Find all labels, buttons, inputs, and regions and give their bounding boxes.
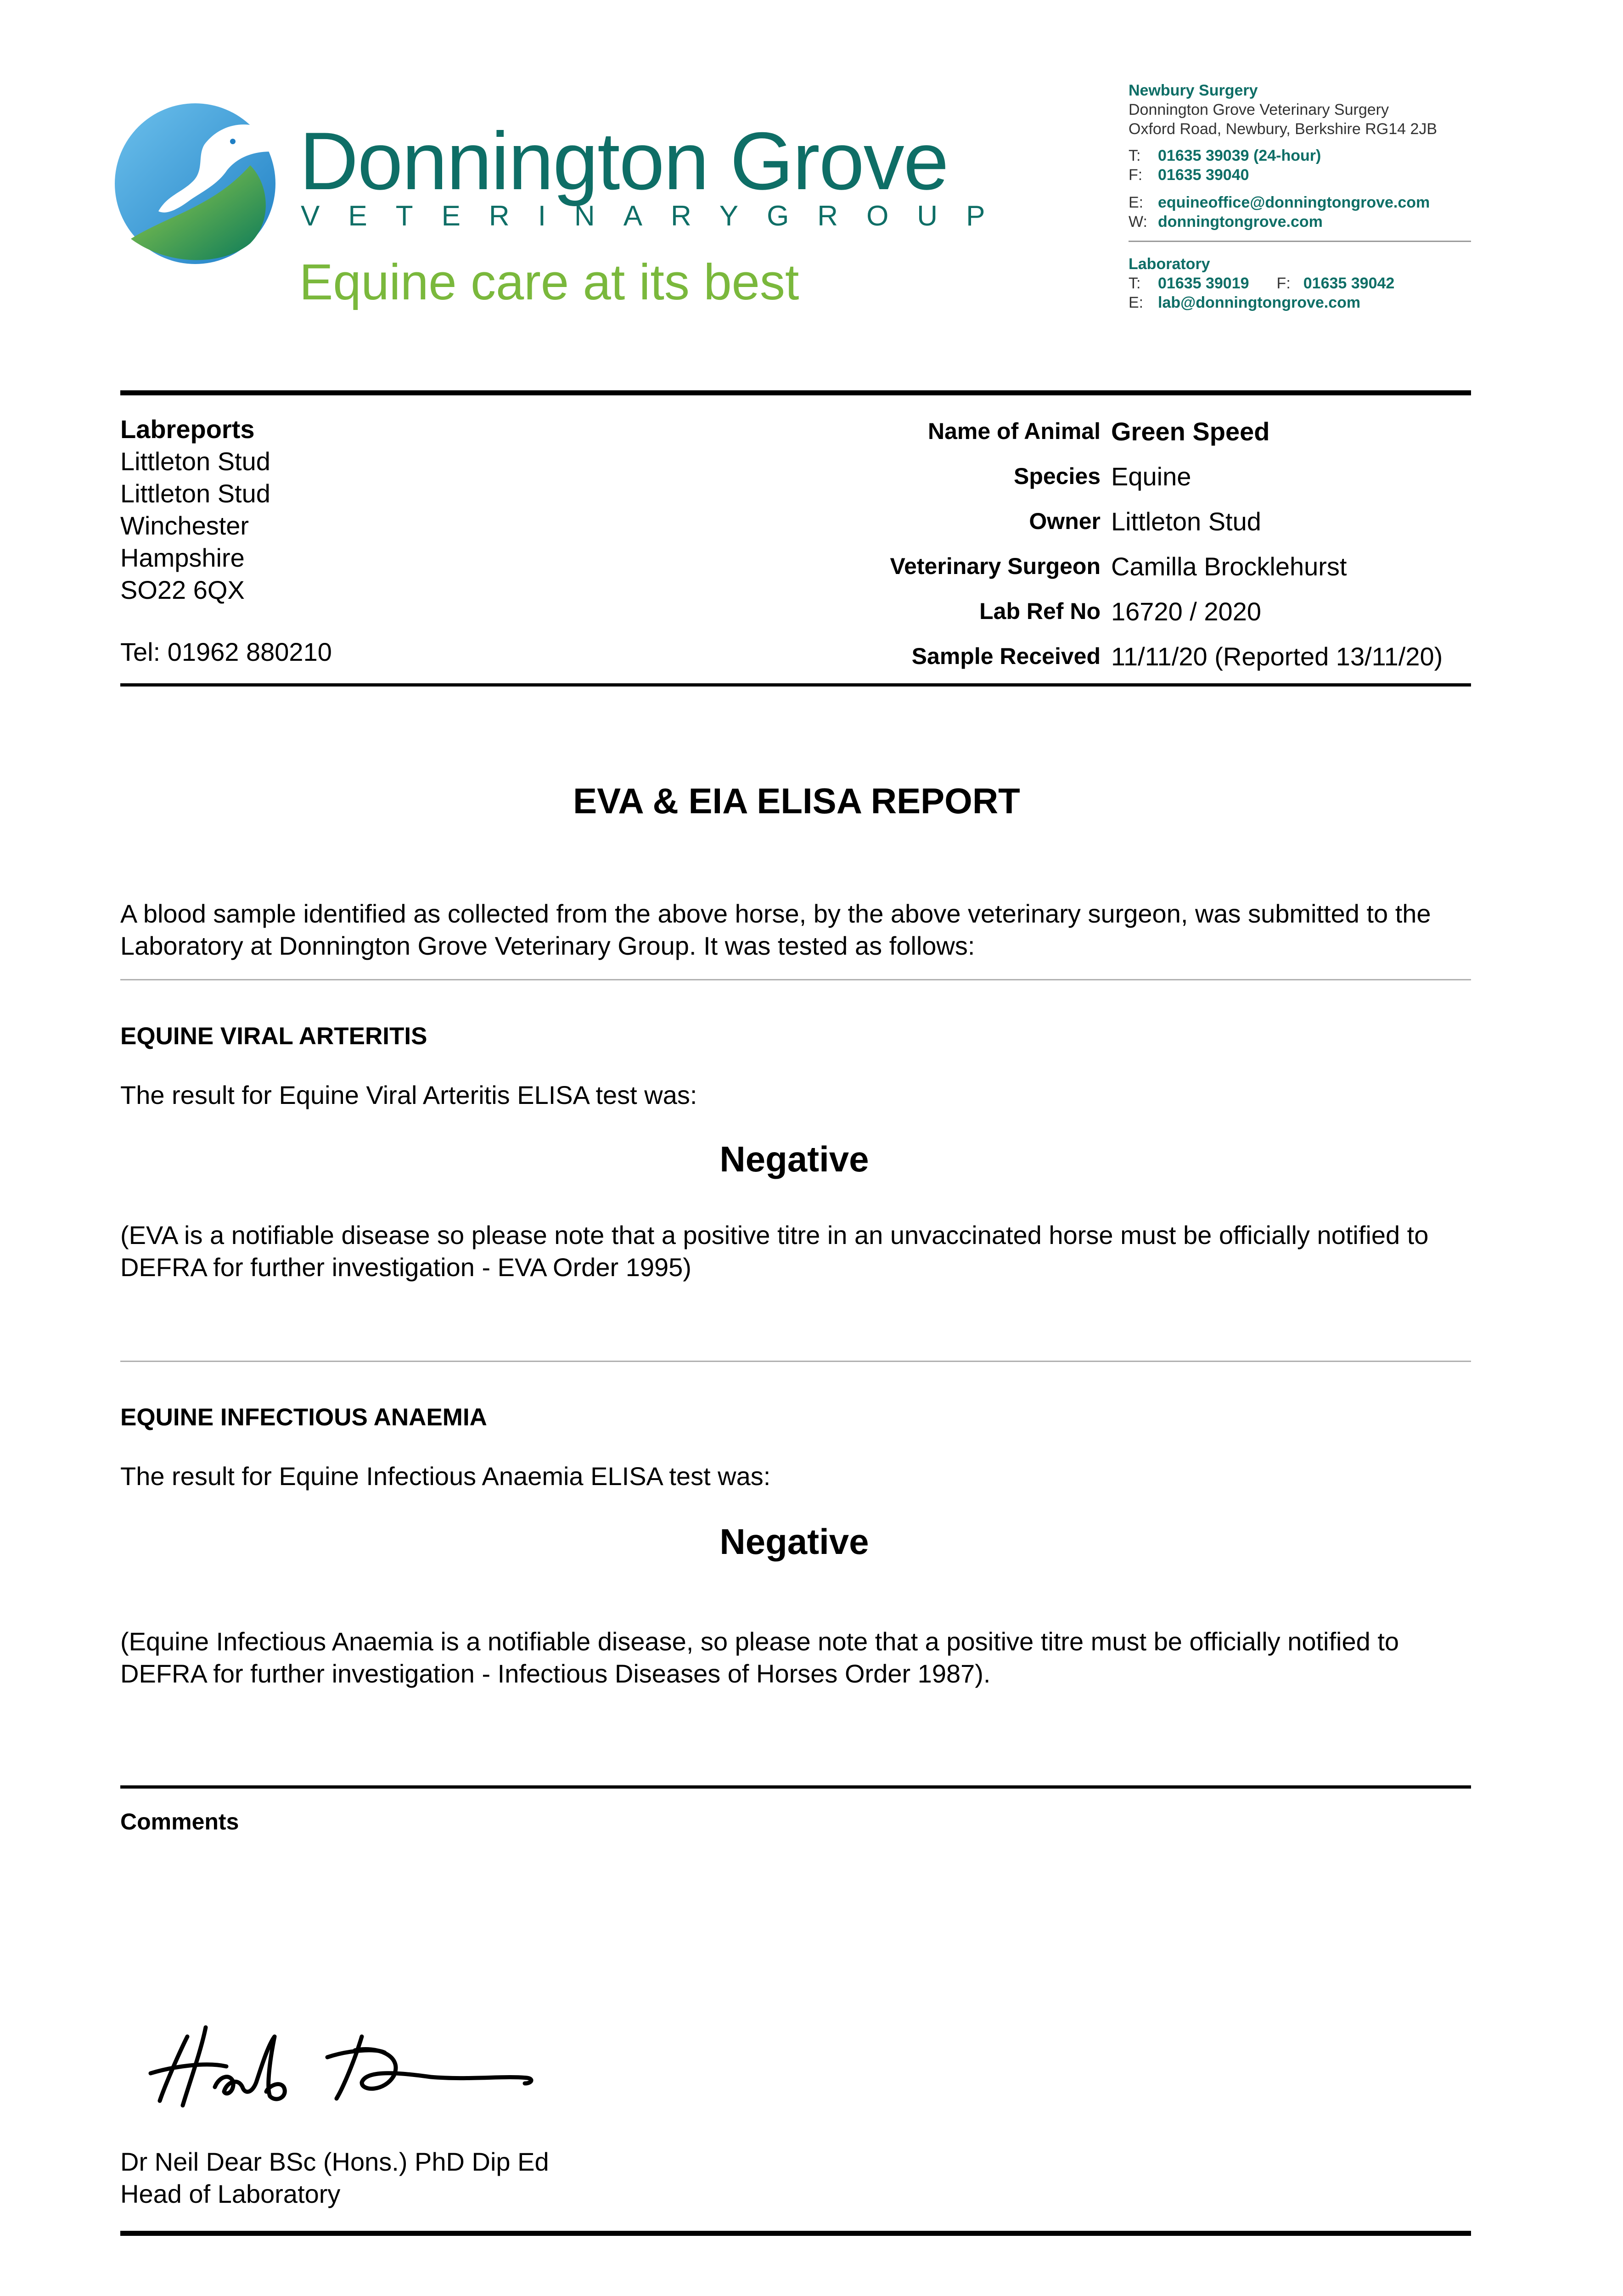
signatory-role: Head of Laboratory	[120, 2179, 341, 2208]
eva-heading: EQUINE VIRAL ARTERITIS	[120, 1023, 427, 1050]
eva-result: Negative	[719, 1139, 869, 1179]
brand-subtitle	[301, 200, 1014, 232]
eia-result: Negative	[719, 1521, 869, 1562]
recipient-line3: Winchester	[120, 511, 249, 540]
animal-value: Green Speed	[1111, 417, 1270, 446]
received-value: 11/11/20 (Reported 13/11/20)	[1111, 642, 1443, 671]
labref-label: Lab Ref No	[979, 598, 1101, 624]
surgery-fax-label: F:	[1129, 166, 1143, 184]
header-rule-top	[120, 390, 1471, 395]
footer-rule	[120, 2231, 1471, 2236]
surgery-email-label: E:	[1129, 194, 1144, 211]
brand-subtitle-group: GROUP	[767, 200, 1014, 232]
surgery-fax-value: 01635 39040	[1158, 166, 1249, 184]
vet-label: Veterinary Surgeon	[890, 553, 1101, 579]
recipient-line4: Hampshire	[120, 543, 245, 572]
recipient-tel: Tel: 01962 880210	[120, 637, 332, 666]
intro-divider	[120, 979, 1471, 980]
signatory-name: Dr Neil Dear BSc (Hons.) PhD Dip Ed	[120, 2147, 549, 2176]
brand-name: Donnington Grove	[299, 115, 948, 207]
recipient-line1: Littleton Stud	[120, 447, 270, 476]
surgery-email-value[interactable]: equineoffice@donningtongrove.com	[1158, 194, 1430, 211]
brand-subtitle-veterinary: VETERINARY	[301, 200, 767, 232]
owner-label: Owner	[1029, 508, 1101, 534]
laboratory-fax-value: 01635 39042	[1303, 275, 1395, 292]
eva-divider	[120, 1361, 1471, 1362]
laboratory-email-value[interactable]: lab@donningtongrove.com	[1158, 294, 1361, 311]
surgery-tel-label: T:	[1129, 147, 1141, 164]
laboratory-tel-value: 01635 39019	[1158, 275, 1249, 292]
species-value: Equine	[1111, 462, 1191, 491]
surgery-web-label: W:	[1129, 213, 1147, 231]
recipient-name: Labreports	[120, 415, 255, 444]
eia-heading: EQUINE INFECTIOUS ANAEMIA	[120, 1404, 487, 1431]
laboratory-tel-label: T:	[1129, 275, 1141, 292]
surgery-tel-value: 01635 39039 (24-hour)	[1158, 147, 1321, 164]
owner-value: Littleton Stud	[1111, 507, 1261, 536]
signature-image	[146, 2018, 541, 2115]
intro-paragraph: A blood sample identified as collected from the above horse, by the above veterinary surgeon, was submitted to the Laboratory at Donnington Grove Veterinary Group. It was tested as follows:	[120, 899, 1431, 960]
comments-rule	[120, 1785, 1471, 1789]
animal-label: Name of Animal	[927, 418, 1101, 444]
surgery-heading: Newbury Surgery	[1129, 82, 1258, 99]
surgery-email	[1129, 195, 1430, 210]
logo-horse-icon	[112, 101, 278, 266]
surgery-line2: Oxford Road, Newbury, Berkshire RG14 2JB	[1129, 120, 1438, 138]
eia-note: (Equine Infectious Anaemia is a notifiable disease, so please note that a positive titre must be officially notified to DEFRA for further investigation - Infectious Diseases of Horses Order 1987).	[120, 1627, 1399, 1688]
eia-statement: The result for Equine Infectious Anaemia ELISA test was:	[120, 1462, 771, 1491]
surgery-line1: Donnington Grove Veterinary Surgery	[1129, 101, 1389, 118]
vet-value: Camilla Brocklehurst	[1111, 552, 1347, 581]
letterhead-divider	[1129, 241, 1471, 242]
laboratory-email	[1129, 295, 1360, 310]
surgery-tel	[1129, 148, 1321, 163]
surgery-web	[1129, 214, 1323, 230]
comments-label: Comments	[120, 1809, 239, 1835]
labref-value: 16720 / 2020	[1111, 597, 1261, 626]
recipient-postcode: SO22 6QX	[120, 575, 245, 604]
laboratory-email-label: E:	[1129, 294, 1144, 311]
laboratory-fax-label: F:	[1276, 275, 1291, 292]
received-label: Sample Received	[911, 643, 1101, 669]
laboratory-heading: Laboratory	[1129, 255, 1210, 273]
surgery-fax	[1129, 167, 1249, 183]
brand-tagline: Equine care at its best	[299, 254, 799, 310]
report-title: EVA & EIA ELISA REPORT	[573, 781, 1020, 821]
surgery-web-value[interactable]: donningtongrove.com	[1158, 213, 1323, 231]
recipient-line2: Littleton Stud	[120, 479, 270, 508]
species-label: Species	[1013, 463, 1101, 489]
laboratory-phones	[1129, 276, 1394, 291]
header-rule-bottom	[120, 683, 1471, 687]
eva-statement: The result for Equine Viral Arteritis ELISA test was:	[120, 1080, 697, 1109]
eva-note: (EVA is a notifiable disease so please note that a positive titre in an unvaccinated horse must be officially notified to DEFRA for further investigation - EVA Order 1995)	[120, 1221, 1429, 1282]
